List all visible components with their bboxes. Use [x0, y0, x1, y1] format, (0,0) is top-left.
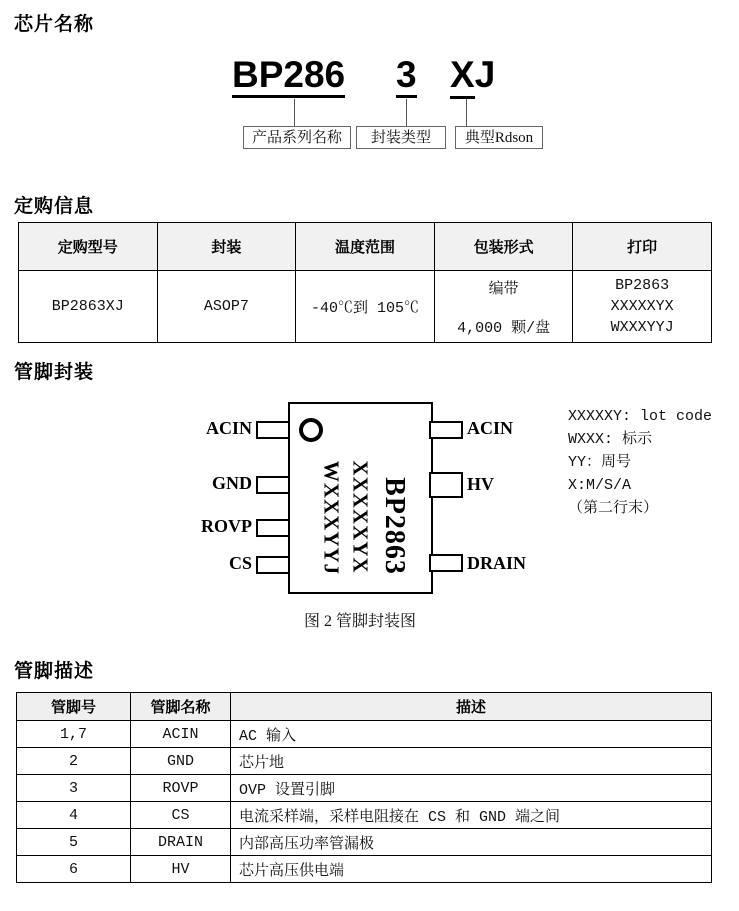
pin-table-row — [17, 802, 712, 829]
ordering-cell-model: BP2863XJ — [19, 271, 158, 343]
ordering-cell-package: ASOP7 — [157, 271, 296, 343]
ordering-header-packing: 包装形式 — [434, 223, 573, 271]
pin-label-hv: HV — [467, 474, 494, 494]
ordering-header-print: 打印 — [573, 223, 712, 271]
pin-number: 5 — [17, 829, 131, 856]
pin-stub-cs — [256, 556, 290, 574]
pin-number: 3 — [17, 775, 131, 802]
pin-number: 1,7 — [17, 721, 131, 748]
pin-name: ROVP — [131, 775, 231, 802]
print-marking-line2: XXXXXYX — [610, 298, 674, 315]
marking-legend — [568, 405, 712, 520]
figure-caption: 图 2 管脚封装图 — [303, 613, 416, 630]
print-marking-line3: WXXXYYJ — [610, 319, 674, 336]
packing-quantity: 4,000 颗/盘 — [457, 319, 551, 337]
part-number-rdson-code — [450, 56, 495, 94]
pin-label-left-acin: ACIN — [205, 418, 252, 438]
pin-table-row — [17, 856, 712, 883]
pin1-indicator-dot — [299, 418, 323, 442]
pin-description: 电流采样端，采样电阻接在 CS 和 GND 端之间 — [231, 802, 712, 829]
print-marking-line1: BP2863 — [615, 277, 670, 294]
pin-description: AC 输入 — [231, 721, 712, 748]
pin-description: 内部高压功率管漏极 — [231, 829, 712, 856]
pin-stub-rovp — [256, 519, 290, 537]
pin-label-rovp: ROVP — [201, 516, 252, 536]
pin-header-desc: 描述 — [231, 693, 712, 721]
pin-name: DRAIN — [131, 829, 231, 856]
part-number-rdson-rest: J — [474, 54, 496, 95]
pin-label-drain: DRAIN — [467, 553, 527, 573]
pin-table-row — [17, 829, 712, 856]
package-label-box: 封装类型 — [356, 126, 446, 149]
marking-legend-line2: WXXX: 标示 — [568, 431, 653, 448]
marking-legend-line3: YY：周号 — [568, 454, 632, 471]
marking-legend-line5: （第二行末） — [568, 500, 659, 517]
package-connector-line — [406, 99, 407, 127]
pin-description: 芯片地 — [231, 748, 712, 775]
ordering-table-data-row — [19, 271, 712, 343]
marking-legend-line4: X:M/S/A — [568, 477, 632, 494]
pin-label-right-acin: ACIN — [467, 418, 514, 438]
series-label-box: 产品系列名称 — [243, 126, 351, 149]
ordering-header-package: 封装 — [157, 223, 296, 271]
pin-number: 6 — [17, 856, 131, 883]
pin-desc-section-title: 管脚描述 — [14, 660, 95, 682]
pin-description: 芯片高压供电端 — [231, 856, 712, 883]
ordering-header-model: 定购型号 — [19, 223, 158, 271]
pin-stub-right-acin — [429, 421, 463, 439]
pin-description: OVP 设置引脚 — [231, 775, 712, 802]
chip-marking-lot-code: XXXXXYX — [348, 460, 373, 574]
pin-header-name: 管脚名称 — [131, 693, 231, 721]
pin-stub-left-acin — [256, 421, 290, 439]
pin-table-row — [17, 775, 712, 802]
pin-number: 2 — [17, 748, 131, 775]
pin-stub-hv — [429, 472, 463, 498]
rdson-label-box: 典型Rdson — [455, 126, 543, 149]
pin-name: ACIN — [131, 721, 231, 748]
pin-name: HV — [131, 856, 231, 883]
chip-marking-date-code: WXXXYYJ — [319, 460, 344, 576]
pin-number: 4 — [17, 802, 131, 829]
ordering-cell-temp: -40℃到 105℃ — [296, 271, 435, 343]
pin-name: CS — [131, 802, 231, 829]
pin-label-cs: CS — [228, 553, 252, 573]
pin-stub-gnd — [256, 476, 290, 494]
part-number-rdson-underlined: X — [450, 54, 475, 99]
pin-name: GND — [131, 748, 231, 775]
part-number-package-code: 3 — [396, 56, 417, 98]
series-connector-line — [294, 99, 295, 127]
package-section-title: 管脚封装 — [14, 361, 95, 383]
pin-table-row — [17, 748, 712, 775]
pin-label-gnd: GND — [212, 473, 252, 493]
ordering-table — [18, 222, 712, 343]
part-number-series: BP286 — [232, 56, 345, 98]
pin-table-row — [17, 721, 712, 748]
ordering-section-title: 定购信息 — [14, 195, 95, 217]
ordering-cell-packing — [434, 271, 573, 343]
packing-type: 编带 — [488, 280, 519, 298]
ordering-table-header-row — [19, 223, 712, 271]
ordering-cell-print — [573, 271, 712, 343]
rdson-connector-line — [466, 99, 467, 127]
marking-legend-line1: XXXXXY: lot code — [568, 408, 713, 425]
ordering-header-temp: 温度范围 — [296, 223, 435, 271]
pin-table-header-row — [17, 693, 712, 721]
chip-name-section-title: 芯片名称 — [14, 13, 95, 35]
pin-stub-drain — [429, 554, 463, 572]
chip-marking-part-number: BP2863 — [379, 477, 410, 575]
pin-description-table — [16, 692, 712, 883]
pin-header-number: 管脚号 — [17, 693, 131, 721]
